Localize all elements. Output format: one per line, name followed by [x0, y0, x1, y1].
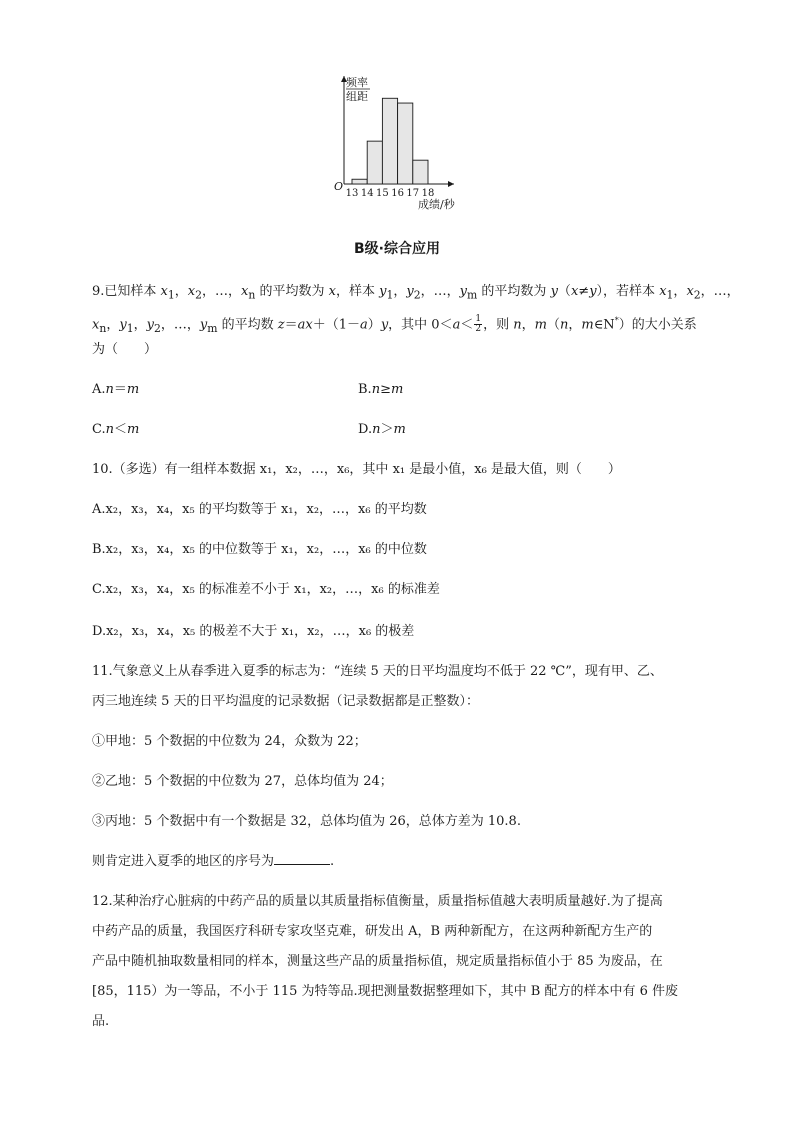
q12-line-2: 中药产品的质量，我国医疗科研专家攻坚克难，研发出 A，B 两种新配方，在这两种新配方生产的 — [92, 924, 653, 939]
x-tick-14: 14 — [360, 188, 374, 199]
q9-option-b[interactable]: B.n≥m — [358, 382, 404, 397]
x-tick-15: 15 — [376, 188, 389, 199]
fraction-one-half: $\frac{1}{2}$ — [475, 314, 482, 335]
x-axis-label: 成绩/秒 — [418, 198, 455, 211]
q11-answer-line: 则肯定进入夏季的地区的序号为 . — [92, 854, 335, 869]
q12-line-4: [85，115）为一等品，不小于 115 为特等品.现把测量数据整理如下，其中 B 配方的样本中有 6 件废 — [92, 984, 678, 999]
q9-line-1: 9.已知样本 $x_1$，$x_2$，…，$x_n$ 的平均数为 x，样本 $y_1$，$y_2$，…，$y_m$ 的平均数为 y（x≠y），若样本 $x_1$，$x_2$，…， — [92, 284, 740, 302]
section-title: B级·综合应用 — [354, 241, 440, 257]
q11-item-1: ①甲地：5 个数据的中位数为 24，众数为 22； — [92, 734, 367, 749]
y-axis-label-top: 频率 — [346, 76, 368, 89]
q10-option-c[interactable]: C.x₂，x₃，x₄，x₅ 的标准差不小于 x₁，x₂，…，x₆ 的标准差 — [92, 582, 440, 597]
q11-line-1: 11.气象意义上从春季进入夏季的标志为：“连续 5 天的日平均温度均不低于 22 ℃”，现有甲、乙、 — [92, 664, 663, 679]
q9-option-a[interactable]: A.n＝m — [92, 382, 140, 397]
x-axis-arrow — [448, 181, 454, 187]
q9-line-2: $x_n$，$y_1$，$y_2$，…，$y_m$ 的平均数 z＝ax＋（1－a）y，其中 0＜a＜ $\frac{1}{2}$ ，则 n，m（n，m∈N*）的大小关系 — [92, 314, 697, 335]
q10-option-d[interactable]: D.x₂，x₃，x₄，x₅ 的极差不大于 x₁，x₂，…，x₆ 的极差 — [92, 624, 415, 639]
histogram-bar-13 — [352, 179, 367, 184]
q9-option-c[interactable]: C.n＜m — [92, 422, 140, 437]
x-tick-17: 17 — [406, 188, 420, 199]
histogram-bar-15 — [382, 98, 397, 184]
q9-option-d[interactable]: D.n＞m — [358, 422, 406, 437]
answer-blank[interactable] — [274, 852, 330, 865]
q11-line-2: 丙三地连续 5 天的日平均温度的记录数据（记录数据都是正整数）： — [92, 694, 480, 709]
q12-line-3: 产品中随机抽取数量相同的样本，测量这些产品的质量指标值，规定质量指标值小于 85 为废品，在 — [92, 954, 663, 969]
q10-option-a[interactable]: A.x₂，x₃，x₄，x₅ 的平均数等于 x₁，x₂，…，x₆ 的平均数 — [92, 502, 427, 517]
histogram-bar-17 — [413, 160, 428, 184]
origin-label: O — [334, 180, 344, 193]
q11-item-2: ②乙地：5 个数据的中位数为 27，总体均值为 24； — [92, 774, 393, 789]
histogram-bar-16 — [398, 103, 413, 184]
histogram-chart — [326, 70, 466, 212]
q10-stem: 10.（多选）有一组样本数据 x₁，x₂，…，x₆，其中 x₁ 是最小值，x₆ 是最大值，则（ ） — [92, 462, 621, 477]
x-tick-13: 13 — [345, 188, 359, 199]
q10-option-b[interactable]: B.x₂，x₃，x₄，x₅ 的中位数等于 x₁，x₂，…，x₆ 的中位数 — [92, 542, 427, 557]
histogram-bar-14 — [367, 141, 382, 184]
q12-line-5: 品. — [92, 1014, 110, 1029]
q11-item-3: ③丙地：5 个数据中有一个数据是 32，总体均值为 26，总体方差为 10.8. — [92, 814, 521, 829]
y-axis-label-bottom: 组距 — [346, 90, 368, 103]
x-tick-16: 16 — [391, 188, 404, 199]
q9-line-3: 为（ ） — [92, 342, 158, 357]
x-tick-18: 18 — [421, 188, 435, 199]
q12-line-1: 12.某种治疗心脏病的中药产品的质量以其质量指标值衡量，质量指标值越大表明质量越好.为了提高 — [92, 894, 663, 909]
